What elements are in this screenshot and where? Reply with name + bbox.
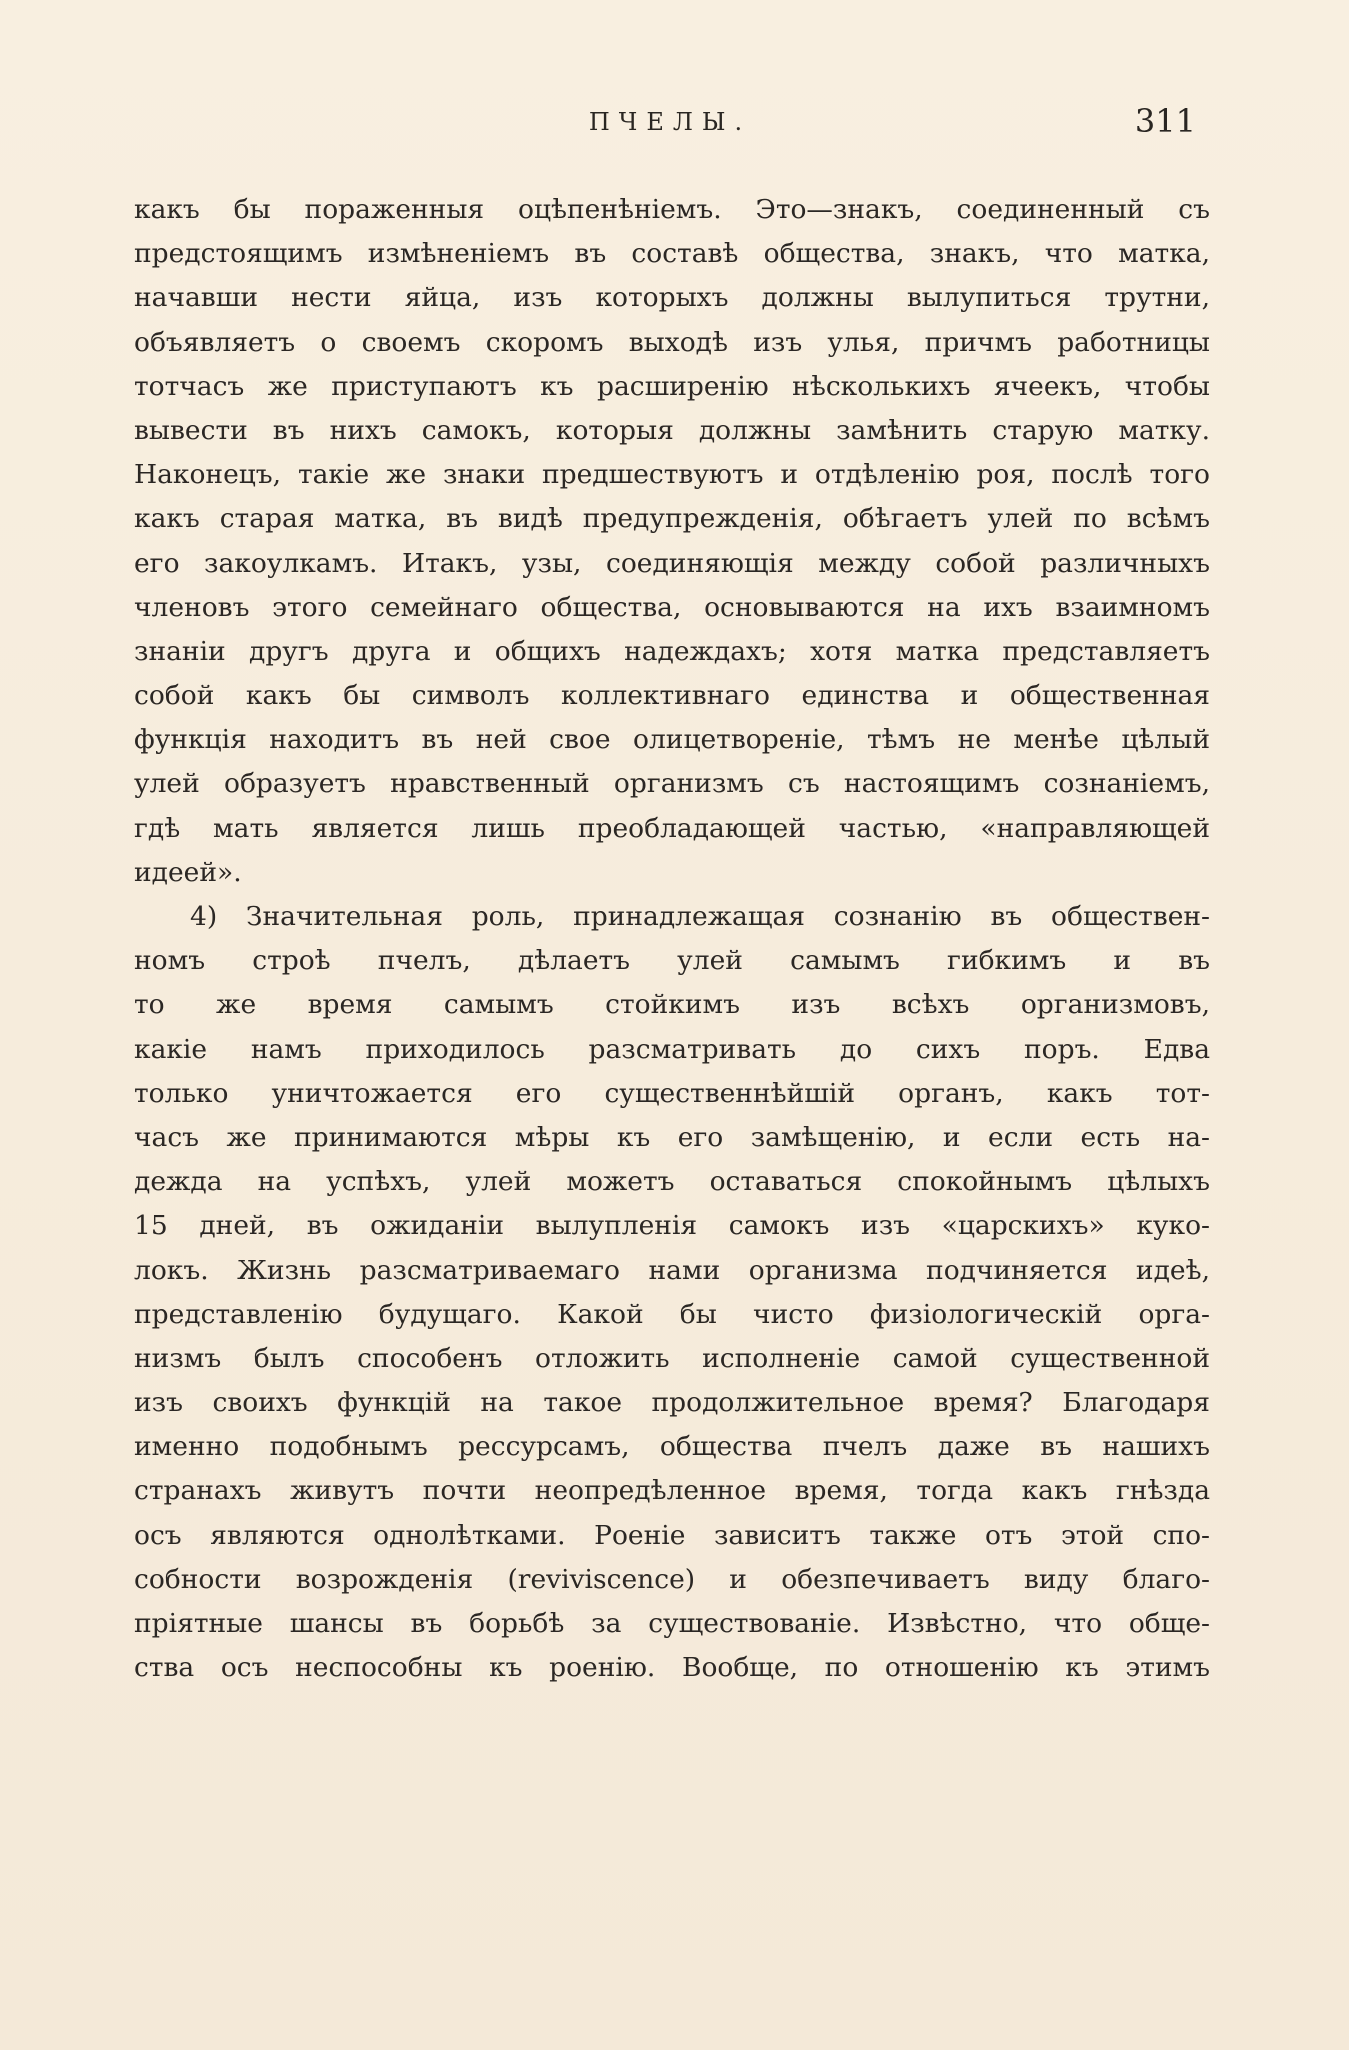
text-line: только уничтожается его существеннѣйшiй органъ, какъ тот-	[134, 1077, 1210, 1109]
text-line: низмъ былъ способенъ отложить исполненiе самой существенной	[134, 1342, 1210, 1374]
text-line: собности возрожденiя (reviviscence) и обезпечиваетъ виду благо-	[134, 1563, 1210, 1595]
text-line: 15 дней, въ ожиданiи вылупленiя самокъ изъ «царскихъ» куко-	[134, 1210, 1210, 1242]
text-line: функцiя находитъ въ ней свое олицетворенiе, тѣмъ не менѣе цѣлый	[134, 724, 1210, 756]
text-line: членовъ этого семейнаго общества, основываются на ихъ взаимномъ	[134, 591, 1210, 623]
body-text	[134, 188, 1210, 1690]
text-line: дежда на успѣхъ, улей можетъ оставаться спокойнымъ цѣлыхъ	[134, 1166, 1210, 1198]
text-line: то же время самымъ стойкимъ изъ всѣхъ организмовъ,	[134, 989, 1210, 1021]
text-line: его закоулкамъ. Итакъ, узы, соединяющiя между собой различныхъ	[134, 547, 1210, 579]
text-line: собой какъ бы символъ коллективнаго единства и общественная	[134, 680, 1210, 712]
text-line: Наконецъ, такiе же знаки предшествуютъ и отдѣленiю роя, послѣ того	[134, 459, 1210, 491]
text-line: ства осъ неспособны къ роенiю. Вообще, по отношенiю къ этимъ	[134, 1652, 1210, 1684]
page-header	[130, 102, 1210, 148]
text-line: знанiи другъ друга и общихъ надеждахъ; хотя матка представляетъ	[134, 635, 1210, 667]
text-line: улей образуетъ нравственный организмъ съ настоящимъ сознанiемъ,	[134, 768, 1210, 800]
text-line: какъ старая матка, въ видѣ предупрежденiя, обѣгаетъ улей по всѣмъ	[134, 503, 1210, 535]
text-line: вывести въ нихъ самокъ, которыя должны замѣнить старую матку.	[134, 414, 1210, 446]
text-line: часъ же принимаются мѣры къ его замѣщенiю, и если есть на-	[134, 1121, 1210, 1153]
text-line: объявляетъ о своемъ скоромъ выходѣ изъ улья, причмъ работницы	[134, 326, 1210, 358]
text-line: номъ строѣ пчелъ, дѣлаетъ улей самымъ гибкимъ и въ	[134, 945, 1210, 977]
text-line: какъ бы пораженныя оцѣпенѣнiемъ. Это—знакъ, соединенный съ	[134, 194, 1210, 225]
paragraph-start-line: 4) Значительная роль, принадлежащая сознанiю въ обществен-	[190, 901, 1210, 932]
text-line: прiятные шансы въ борьбѣ за существованiе. Извѣстно, что обще-	[134, 1608, 1210, 1639]
text-line: осъ являются однолѣтками. Роенiе зависитъ также отъ этой спо-	[134, 1519, 1210, 1551]
text-line: странахъ живутъ почти неопредѣленное время, тогда какъ гнѣзда	[134, 1475, 1210, 1507]
text-line: предстоящимъ измѣненiемъ въ составѣ общества, знакъ, что матка,	[134, 238, 1210, 270]
text-line: именно подобнымъ рессурсамъ, общества пчелъ даже въ нашихъ	[134, 1431, 1210, 1463]
page-number: 311	[1134, 102, 1196, 140]
text-line: тотчасъ же приступаютъ къ расширенiю нѣсколькихъ ячеекъ, чтобы	[134, 370, 1210, 402]
paragraph-end-line: идеей».	[134, 856, 242, 888]
text-line: какiе намъ приходилось разсматривать до сихъ поръ. Едва	[134, 1033, 1210, 1065]
text-line: начавши нести яйца, изъ которыхъ должны вылупиться трутни,	[134, 282, 1210, 314]
text-line: представленiю будущаго. Какой бы чисто физiологическiй орга-	[134, 1298, 1210, 1330]
text-line: локъ. Жизнь разсматриваемаго нами организма подчиняется идеѣ,	[134, 1254, 1210, 1286]
text-line: изъ своихъ функцiй на такое продолжительное время? Благодаря	[134, 1387, 1210, 1419]
text-line: гдѣ мать является лишь преобладающей частью, «направляющей	[134, 812, 1210, 844]
running-title: ПЧЕЛЫ.	[588, 108, 752, 136]
